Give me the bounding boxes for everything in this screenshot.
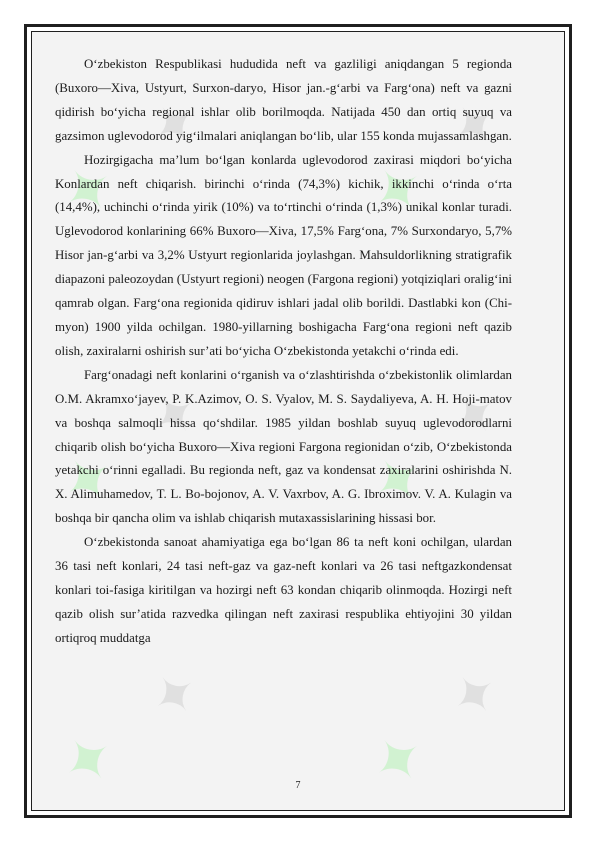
watermark-logo-mark: ✦: [138, 82, 217, 165]
watermark-logo-mark: ✦: [356, 711, 446, 806]
watermark-logo-mark: ✦: [46, 141, 136, 236]
watermark-logo-mark: ✦: [46, 711, 136, 806]
paragraph-2: Hozirgigacha ma’lum bo‘lgan konlarda uglevodorod zaxirasi miqdori bo‘yicha Konlardan neft chiqarish. birinchi o‘rinda (74,3%) kichik, ikkinchi o‘rinda o‘rta (14,4%), uchinchi o‘rinda yirik (10%) va to‘rtinchi o‘rinda (1,3%) unikal konlar turadi. Uglevodorod konlarining 66% Buxoro—Xiva, 17,5% Farg‘ona, 7% Surxondaryo, 5,7% Hisor jan-g‘arbi va 3,2% Ustyurt regionlarida joylashgan. Mahsuldorlikning stratigrafik diapazoni paleozoydan (Ustyurt regioni) neogen (Fargona regioni) yotqiziqlari oralig‘ini qamrab olgan. Farg‘ona regionida qidiruv ishlari jadal olib borildi. Dastlabki kon (Chi-myon) 1900 yilda ochilgan. 1980-yillarning boshigacha Farg‘ona regioni neft qazib olish, zaxiralarni oshirish sur’ati bo‘yicha O‘zbekistonda yetakchi o‘rinda edi.: [55, 152, 512, 358]
watermark-logo-mark: ✦: [438, 372, 517, 455]
paragraph-4: O‘zbekistonda sanoat ahamiyatiga ega bo‘lgan 86 ta neft koni ochilgan, ulardan 36 tasi neft konlari, 24 tasi neft-gaz va gaz-neft konlari va 26 tasi neftgazkondensat konlari toi-fasiga kiritilgan va hozirgi neft 63 kondan chiqarib olinmoqda. Hozirgi neft qazib olish sur’atida razvedka qilingan neft zaxirasi respublika ehtiyojini 30 yildan ortiqroq muddatga: [55, 535, 512, 645]
paragraph-1: O‘zbekiston Respublikasi hududida neft va gazliligi aniqdangan 5 regionda (Buxoro—Xiva, Ustyurt, Surxon-daryo, Hisor jan.-g‘arbi va Farg‘ona) neft va gazni qidirish bo‘yicha regional ishlar olib borilmoqda. Natijada 450 dan ortiq suyuq va gazsimon uglevodorod yig‘ilmalari aniqlangan bo‘lib, ular 155 konda mujassamlashgan.: [55, 57, 512, 143]
watermark-logo-mark: ✦: [46, 431, 136, 526]
document-body: [55, 53, 512, 651]
watermark-logo-mark: ✦: [438, 82, 517, 165]
watermark-logo-mark: ✦: [438, 652, 517, 735]
watermark-logo-mark: ✦: [138, 652, 217, 735]
paragraph-3: Farg‘onadagi neft konlarini o‘rganish va o‘zlashtirishda o‘zbekistonlik olimlardan O.M. Akramxo‘jayev, P. K.Azimov, O. S. Vyalov, M. S. Saydaliyeva, A. H. Hoji-matov va boshqa salmoqli hissa qo‘shdilar. 1985 yildan boshlab suyuq uglevodorodlarni chiqarib olish bo‘yicha Buxoro—Xiva regioni Fargona regionidan o‘zib, O‘zbekistonda yetakchi o‘rinni egalladi. Bu regionda neft, gaz va kondensat zaxiralarini oshirishda N. X. Alimuhamedov, T. L. Bo-bojonov, A. V. Vaxrbov, A. G. Ibroximov. V. A. Kulagin va boshqa bir qancha olim va ishlab chiqarish mutaxassislarining hissasi bor.: [55, 367, 512, 526]
watermark-logo-mark: ✦: [356, 431, 446, 526]
watermark-logo-mark: ✦: [356, 141, 446, 236]
page-number: 7: [295, 780, 301, 791]
watermark-logo-mark: ✦: [138, 372, 217, 455]
